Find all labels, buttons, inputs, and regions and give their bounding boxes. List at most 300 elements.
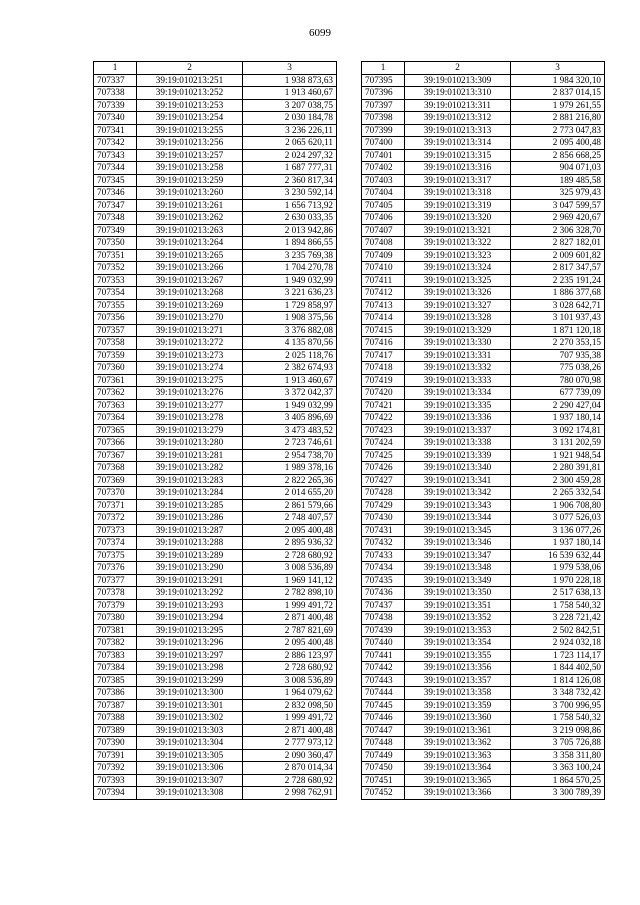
record-number-cell: 707388 [94, 712, 137, 725]
cadastral-number-cell: 39:19:010213:350 [405, 587, 511, 600]
record-number-cell: 707377 [94, 574, 137, 587]
value-cell: 2 832 098,50 [243, 699, 337, 712]
table-row [94, 299, 337, 312]
table-row [362, 787, 605, 800]
table-row [362, 649, 605, 662]
record-number-cell: 707370 [94, 487, 137, 500]
record-number-cell: 707347 [94, 199, 137, 212]
value-cell: 1 970 228,18 [511, 574, 605, 587]
cadastral-number-cell: 39:19:010213:356 [405, 662, 511, 675]
value-cell: 2 998 762,91 [243, 787, 337, 800]
table-row [94, 237, 337, 250]
cadastral-number-cell: 39:19:010213:315 [405, 149, 511, 162]
record-number-cell: 707417 [362, 349, 405, 362]
value-cell: 707 935,38 [511, 349, 605, 362]
record-number-cell: 707431 [362, 524, 405, 537]
value-cell: 2 787 821,69 [243, 624, 337, 637]
cadastral-number-cell: 39:19:010213:355 [405, 649, 511, 662]
record-number-cell: 707363 [94, 399, 137, 412]
record-number-cell: 707424 [362, 437, 405, 450]
table-row [94, 224, 337, 237]
table-row [94, 324, 337, 337]
table-row [362, 299, 605, 312]
table-row [362, 462, 605, 475]
table-row [94, 587, 337, 600]
record-number-cell: 707434 [362, 562, 405, 575]
table-row [94, 174, 337, 187]
record-number-cell: 707399 [362, 124, 405, 137]
cadastral-number-cell: 39:19:010213:309 [405, 74, 511, 87]
cadastral-number-cell: 39:19:010213:331 [405, 349, 511, 362]
table-row [362, 724, 605, 737]
value-cell: 1 913 460,67 [243, 87, 337, 100]
value-cell: 780 070,98 [511, 374, 605, 387]
table-row [362, 199, 605, 212]
cadastral-number-cell: 39:19:010213:339 [405, 449, 511, 462]
table-row [94, 124, 337, 137]
cadastral-number-cell: 39:19:010213:297 [137, 649, 243, 662]
record-number-cell: 707385 [94, 674, 137, 687]
cadastral-number-cell: 39:19:010213:259 [137, 174, 243, 187]
table-row [94, 637, 337, 650]
value-cell: 2 024 297,32 [243, 149, 337, 162]
record-number-cell: 707430 [362, 512, 405, 525]
cadastral-number-cell: 39:19:010213:334 [405, 387, 511, 400]
record-number-cell: 707357 [94, 324, 137, 337]
record-number-cell: 707354 [94, 287, 137, 300]
column-header: 3 [243, 62, 337, 75]
record-number-cell: 707360 [94, 362, 137, 375]
cadastral-number-cell: 39:19:010213:335 [405, 399, 511, 412]
value-cell: 2 025 118,76 [243, 349, 337, 362]
record-number-cell: 707389 [94, 724, 137, 737]
value-cell: 3 372 042,37 [243, 387, 337, 400]
value-cell: 3 219 098,86 [511, 724, 605, 737]
record-number-cell: 707339 [94, 99, 137, 112]
cadastral-number-cell: 39:19:010213:314 [405, 137, 511, 150]
cadastral-number-cell: 39:19:010213:306 [137, 762, 243, 775]
record-number-cell: 707436 [362, 587, 405, 600]
record-number-cell: 707426 [362, 462, 405, 475]
record-number-cell: 707337 [94, 74, 137, 87]
record-number-cell: 707415 [362, 324, 405, 337]
value-cell: 1 844 402,50 [511, 662, 605, 675]
value-cell: 2 777 973,12 [243, 737, 337, 750]
table-row [362, 487, 605, 500]
cadastral-number-cell: 39:19:010213:316 [405, 162, 511, 175]
value-cell: 1 913 460,67 [243, 374, 337, 387]
cadastral-number-cell: 39:19:010213:340 [405, 462, 511, 475]
table-row [362, 449, 605, 462]
column-header: 3 [511, 62, 605, 75]
record-number-cell: 707433 [362, 549, 405, 562]
table-row [362, 287, 605, 300]
value-cell: 1 938 873,63 [243, 74, 337, 87]
cadastral-number-cell: 39:19:010213:325 [405, 274, 511, 287]
table-row [362, 337, 605, 350]
table-row [362, 662, 605, 675]
value-cell: 189 485,58 [511, 174, 605, 187]
value-cell: 2 235 191,24 [511, 274, 605, 287]
value-cell: 1 723 114,17 [511, 649, 605, 662]
table-row [94, 499, 337, 512]
value-cell: 2 014 655,20 [243, 487, 337, 500]
cadastral-number-cell: 39:19:010213:302 [137, 712, 243, 725]
table-row [94, 149, 337, 162]
record-number-cell: 707444 [362, 687, 405, 700]
record-number-cell: 707393 [94, 774, 137, 787]
value-cell: 3 473 483,52 [243, 424, 337, 437]
cadastral-number-cell: 39:19:010213:258 [137, 162, 243, 175]
table-row [362, 412, 605, 425]
cadastral-number-cell: 39:19:010213:266 [137, 262, 243, 275]
record-number-cell: 707403 [362, 174, 405, 187]
table-row [94, 399, 337, 412]
table-row [362, 399, 605, 412]
record-number-cell: 707380 [94, 612, 137, 625]
value-cell: 1 949 032,99 [243, 274, 337, 287]
table-row [362, 187, 605, 200]
table-row [362, 512, 605, 525]
record-number-cell: 707356 [94, 312, 137, 325]
cadastral-number-cell: 39:19:010213:366 [405, 787, 511, 800]
value-cell: 1 921 948,54 [511, 449, 605, 462]
cadastral-number-cell: 39:19:010213:291 [137, 574, 243, 587]
value-cell: 3 077 526,03 [511, 512, 605, 525]
value-cell: 1 964 079,62 [243, 687, 337, 700]
table-row [362, 762, 605, 775]
page-number: 6099 [309, 27, 331, 39]
table-row [94, 599, 337, 612]
cadastral-number-cell: 39:19:010213:293 [137, 599, 243, 612]
right-table [361, 61, 605, 800]
table-row [94, 687, 337, 700]
table-row [362, 349, 605, 362]
table-row [94, 387, 337, 400]
record-number-cell: 707394 [94, 787, 137, 800]
cadastral-number-cell: 39:19:010213:265 [137, 249, 243, 262]
table-row [94, 674, 337, 687]
table-row [362, 112, 605, 125]
table-row [362, 624, 605, 637]
record-number-cell: 707368 [94, 462, 137, 475]
cadastral-number-cell: 39:19:010213:365 [405, 774, 511, 787]
table-row [94, 212, 337, 225]
value-cell: 1 979 538,06 [511, 562, 605, 575]
cadastral-number-cell: 39:19:010213:303 [137, 724, 243, 737]
cadastral-number-cell: 39:19:010213:294 [137, 612, 243, 625]
cadastral-number-cell: 39:19:010213:271 [137, 324, 243, 337]
table-row [94, 74, 337, 87]
value-cell: 2 782 898,10 [243, 587, 337, 600]
table-row [94, 424, 337, 437]
record-number-cell: 707342 [94, 137, 137, 150]
record-number-cell: 707362 [94, 387, 137, 400]
value-cell: 3 300 789,39 [511, 787, 605, 800]
cadastral-number-cell: 39:19:010213:261 [137, 199, 243, 212]
table-row [362, 749, 605, 762]
record-number-cell: 707402 [362, 162, 405, 175]
value-cell: 775 038,26 [511, 362, 605, 375]
record-number-cell: 707450 [362, 762, 405, 775]
cadastral-number-cell: 39:19:010213:336 [405, 412, 511, 425]
cadastral-number-cell: 39:19:010213:300 [137, 687, 243, 700]
value-cell: 1 894 866,55 [243, 237, 337, 250]
cadastral-number-cell: 39:19:010213:361 [405, 724, 511, 737]
value-cell: 2 837 014,15 [511, 87, 605, 100]
value-cell: 4 135 870,56 [243, 337, 337, 350]
record-number-cell: 707367 [94, 449, 137, 462]
cadastral-number-cell: 39:19:010213:263 [137, 224, 243, 237]
cadastral-number-cell: 39:19:010213:324 [405, 262, 511, 275]
column-header: 2 [137, 62, 243, 75]
value-cell: 2 502 842,51 [511, 624, 605, 637]
table-row [94, 374, 337, 387]
value-cell: 1 729 858,97 [243, 299, 337, 312]
record-number-cell: 707421 [362, 399, 405, 412]
record-number-cell: 707338 [94, 87, 137, 100]
cadastral-number-cell: 39:19:010213:268 [137, 287, 243, 300]
cadastral-number-cell: 39:19:010213:285 [137, 499, 243, 512]
cadastral-number-cell: 39:19:010213:255 [137, 124, 243, 137]
cadastral-number-cell: 39:19:010213:254 [137, 112, 243, 125]
record-number-cell: 707352 [94, 262, 137, 275]
value-cell: 1 949 032,99 [243, 399, 337, 412]
cadastral-number-cell: 39:19:010213:288 [137, 537, 243, 550]
record-number-cell: 707429 [362, 499, 405, 512]
cadastral-number-cell: 39:19:010213:262 [137, 212, 243, 225]
value-cell: 3 101 937,43 [511, 312, 605, 325]
table-row [362, 237, 605, 250]
record-number-cell: 707371 [94, 499, 137, 512]
table-row [94, 312, 337, 325]
value-cell: 1 984 320,10 [511, 74, 605, 87]
value-cell: 3 092 174,81 [511, 424, 605, 437]
cadastral-number-cell: 39:19:010213:347 [405, 549, 511, 562]
record-number-cell: 707414 [362, 312, 405, 325]
value-cell: 2 728 680,92 [243, 549, 337, 562]
cadastral-number-cell: 39:19:010213:295 [137, 624, 243, 637]
table-row [94, 412, 337, 425]
record-number-cell: 707341 [94, 124, 137, 137]
table-row [362, 212, 605, 225]
table-row [362, 574, 605, 587]
record-number-cell: 707428 [362, 487, 405, 500]
value-cell: 1 871 120,18 [511, 324, 605, 337]
table-row [94, 137, 337, 150]
table-row [94, 287, 337, 300]
record-number-cell: 707387 [94, 699, 137, 712]
record-number-cell: 707340 [94, 112, 137, 125]
record-number-cell: 707438 [362, 612, 405, 625]
record-number-cell: 707420 [362, 387, 405, 400]
column-header: 1 [94, 62, 137, 75]
record-number-cell: 707452 [362, 787, 405, 800]
cadastral-number-cell: 39:19:010213:313 [405, 124, 511, 137]
cadastral-number-cell: 39:19:010213:333 [405, 374, 511, 387]
cadastral-number-cell: 39:19:010213:277 [137, 399, 243, 412]
value-cell: 2 748 407,57 [243, 512, 337, 525]
table-row [362, 737, 605, 750]
value-cell: 2 773 047,83 [511, 124, 605, 137]
record-number-cell: 707343 [94, 149, 137, 162]
record-number-cell: 707427 [362, 474, 405, 487]
cadastral-number-cell: 39:19:010213:283 [137, 474, 243, 487]
record-number-cell: 707406 [362, 212, 405, 225]
record-number-cell: 707382 [94, 637, 137, 650]
cadastral-number-cell: 39:19:010213:275 [137, 374, 243, 387]
value-cell: 2 095 400,48 [243, 637, 337, 650]
table-row [362, 687, 605, 700]
cadastral-number-cell: 39:19:010213:341 [405, 474, 511, 487]
cadastral-number-cell: 39:19:010213:299 [137, 674, 243, 687]
value-cell: 2 630 033,35 [243, 212, 337, 225]
value-cell: 2 822 265,36 [243, 474, 337, 487]
table-row [362, 699, 605, 712]
table-row [362, 87, 605, 100]
record-number-cell: 707418 [362, 362, 405, 375]
cadastral-number-cell: 39:19:010213:264 [137, 237, 243, 250]
table-row [94, 612, 337, 625]
value-cell: 2 065 620,11 [243, 137, 337, 150]
table-row [362, 124, 605, 137]
record-number-cell: 707449 [362, 749, 405, 762]
table-row [362, 387, 605, 400]
value-cell: 3 700 996,95 [511, 699, 605, 712]
table-row [94, 787, 337, 800]
cadastral-number-cell: 39:19:010213:363 [405, 749, 511, 762]
value-cell: 2 009 601,82 [511, 249, 605, 262]
cadastral-number-cell: 39:19:010213:318 [405, 187, 511, 200]
record-number-cell: 707358 [94, 337, 137, 350]
value-cell: 1 908 375,56 [243, 312, 337, 325]
record-number-cell: 707423 [362, 424, 405, 437]
record-number-cell: 707447 [362, 724, 405, 737]
value-cell: 3 705 726,88 [511, 737, 605, 750]
cadastral-number-cell: 39:19:010213:305 [137, 749, 243, 762]
record-number-cell: 707395 [362, 74, 405, 87]
value-cell: 3 376 882,08 [243, 324, 337, 337]
record-number-cell: 707355 [94, 299, 137, 312]
value-cell: 2 290 427,04 [511, 399, 605, 412]
cadastral-number-cell: 39:19:010213:345 [405, 524, 511, 537]
cadastral-number-cell: 39:19:010213:289 [137, 549, 243, 562]
record-number-cell: 707364 [94, 412, 137, 425]
table-row [362, 612, 605, 625]
record-number-cell: 707413 [362, 299, 405, 312]
table-row [362, 374, 605, 387]
table-row [362, 262, 605, 275]
header-row [94, 62, 337, 75]
record-number-cell: 707404 [362, 187, 405, 200]
value-cell: 2 871 400,48 [243, 724, 337, 737]
record-number-cell: 707365 [94, 424, 137, 437]
record-number-cell: 707373 [94, 524, 137, 537]
table-row [94, 187, 337, 200]
cadastral-number-cell: 39:19:010213:354 [405, 637, 511, 650]
table-row [362, 537, 605, 550]
table-row [94, 537, 337, 550]
record-number-cell: 707390 [94, 737, 137, 750]
value-cell: 1 814 126,08 [511, 674, 605, 687]
cadastral-number-cell: 39:19:010213:298 [137, 662, 243, 675]
value-cell: 2 306 328,70 [511, 224, 605, 237]
value-cell: 3 405 896,69 [243, 412, 337, 425]
value-cell: 2 817 347,57 [511, 262, 605, 275]
record-number-cell: 707396 [362, 87, 405, 100]
table-row [94, 512, 337, 525]
table-row [362, 437, 605, 450]
table-row [94, 774, 337, 787]
table-row [362, 362, 605, 375]
cadastral-number-cell: 39:19:010213:257 [137, 149, 243, 162]
value-cell: 3 236 226,11 [243, 124, 337, 137]
value-cell: 1 969 141,12 [243, 574, 337, 587]
table-row [362, 99, 605, 112]
cadastral-number-cell: 39:19:010213:330 [405, 337, 511, 350]
cadastral-number-cell: 39:19:010213:252 [137, 87, 243, 100]
table-row [362, 274, 605, 287]
table-row [94, 362, 337, 375]
header-row [362, 62, 605, 75]
value-cell: 325 979,43 [511, 187, 605, 200]
table-row [362, 224, 605, 237]
record-number-cell: 707432 [362, 537, 405, 550]
cadastral-number-cell: 39:19:010213:352 [405, 612, 511, 625]
value-cell: 3 228 721,42 [511, 612, 605, 625]
table-row [362, 774, 605, 787]
value-cell: 2 924 032,18 [511, 637, 605, 650]
record-number-cell: 707379 [94, 599, 137, 612]
table-row [94, 487, 337, 500]
cadastral-number-cell: 39:19:010213:319 [405, 199, 511, 212]
record-number-cell: 707353 [94, 274, 137, 287]
record-number-cell: 707445 [362, 699, 405, 712]
table-row [94, 624, 337, 637]
table-row [362, 562, 605, 575]
cadastral-number-cell: 39:19:010213:278 [137, 412, 243, 425]
cadastral-number-cell: 39:19:010213:349 [405, 574, 511, 587]
cadastral-number-cell: 39:19:010213:351 [405, 599, 511, 612]
record-number-cell: 707412 [362, 287, 405, 300]
cadastral-number-cell: 39:19:010213:296 [137, 637, 243, 650]
value-cell: 2 723 746,61 [243, 437, 337, 450]
value-cell: 904 071,03 [511, 162, 605, 175]
value-cell: 3 235 769,38 [243, 249, 337, 262]
record-number-cell: 707345 [94, 174, 137, 187]
cadastral-number-cell: 39:19:010213:328 [405, 312, 511, 325]
record-number-cell: 707346 [94, 187, 137, 200]
value-cell: 2 856 668,25 [511, 149, 605, 162]
record-number-cell: 707419 [362, 374, 405, 387]
record-number-cell: 707383 [94, 649, 137, 662]
cadastral-number-cell: 39:19:010213:317 [405, 174, 511, 187]
value-cell: 2 895 936,32 [243, 537, 337, 550]
cadastral-number-cell: 39:19:010213:310 [405, 87, 511, 100]
value-cell: 1 656 713,92 [243, 199, 337, 212]
value-cell: 3 131 202,59 [511, 437, 605, 450]
cadastral-number-cell: 39:19:010213:360 [405, 712, 511, 725]
table-row [94, 99, 337, 112]
table-row [94, 724, 337, 737]
record-number-cell: 707441 [362, 649, 405, 662]
cadastral-number-cell: 39:19:010213:312 [405, 112, 511, 125]
cadastral-number-cell: 39:19:010213:269 [137, 299, 243, 312]
record-number-cell: 707446 [362, 712, 405, 725]
value-cell: 3 348 732,42 [511, 687, 605, 700]
cadastral-number-cell: 39:19:010213:364 [405, 762, 511, 775]
table-row [94, 737, 337, 750]
